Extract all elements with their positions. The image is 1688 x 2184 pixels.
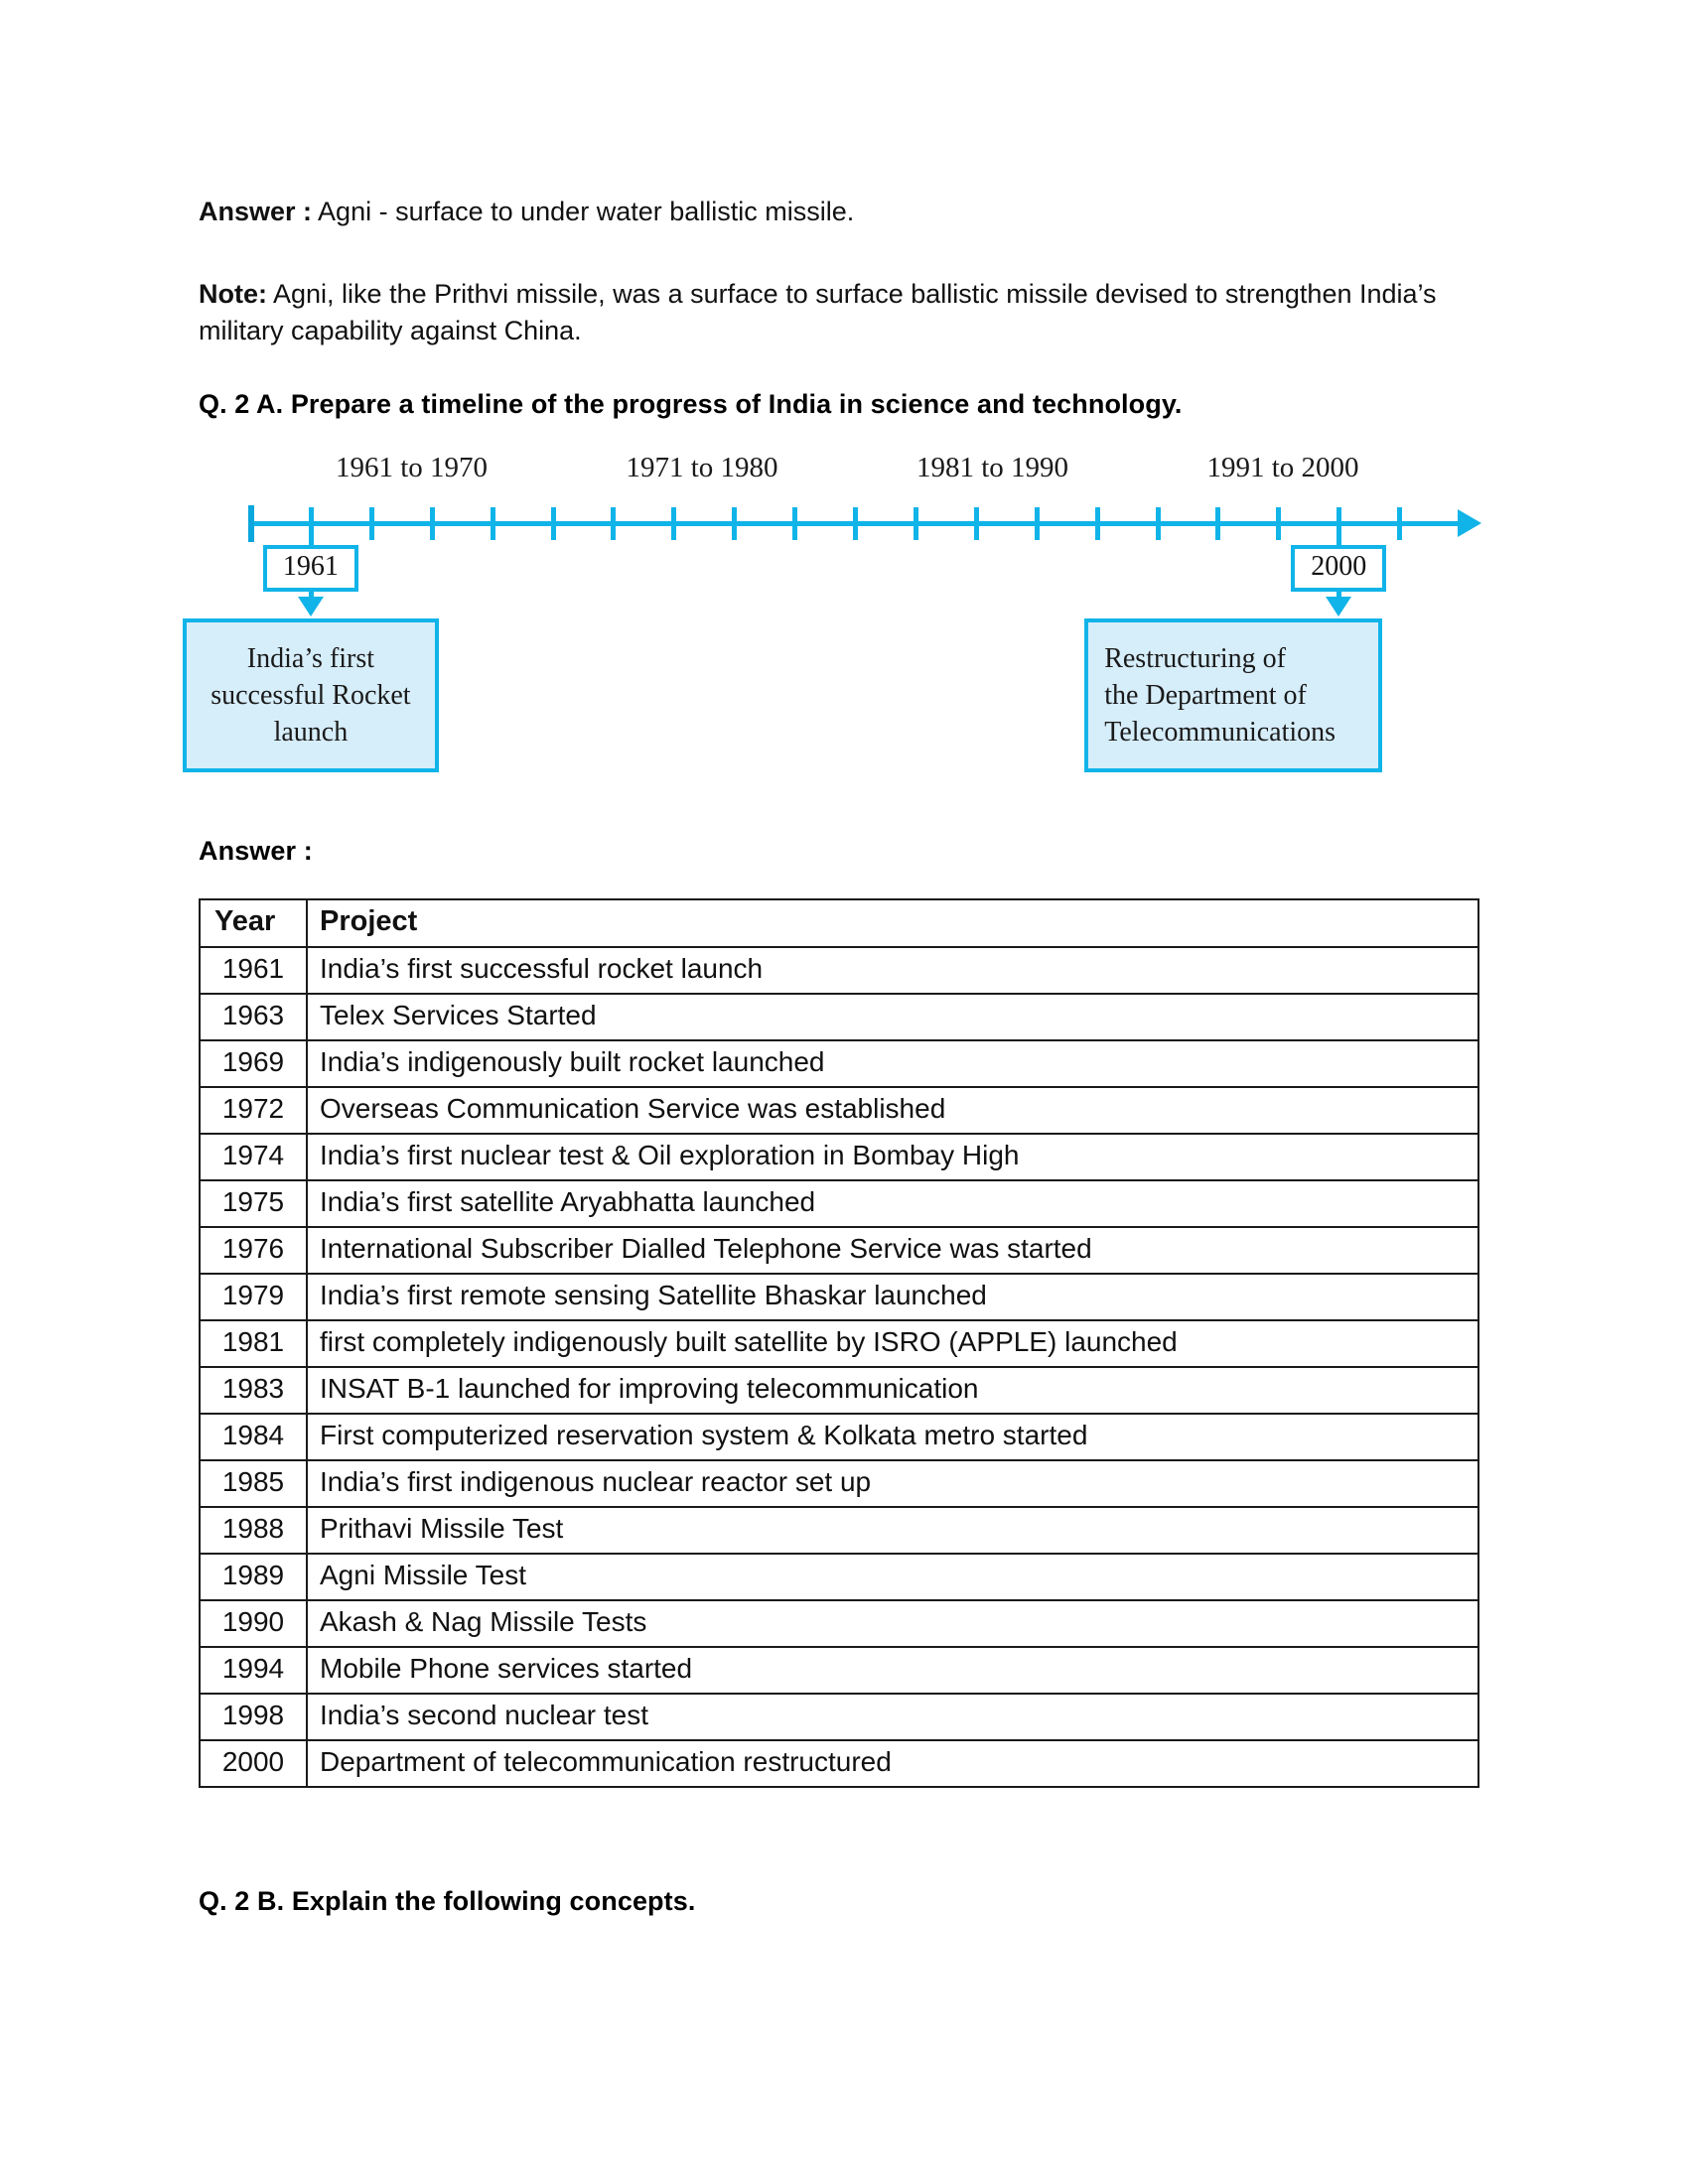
- cell-year: 1972: [200, 1087, 307, 1134]
- timeline-tick: [974, 507, 979, 540]
- cell-year: 1994: [200, 1647, 307, 1694]
- table-header-row: [200, 899, 1478, 947]
- timeline-year-chip: 2000: [1291, 545, 1386, 592]
- cell-project: First computerized reservation system & Kolkata metro started: [307, 1414, 1478, 1460]
- timeline-event-line: the Department of: [1104, 680, 1307, 711]
- cell-year: 1974: [200, 1134, 307, 1180]
- cell-project: Mobile Phone services started: [307, 1647, 1478, 1694]
- cell-year: 2000: [200, 1740, 307, 1787]
- timeline-band-label: 1981 to 1990: [915, 452, 1069, 483]
- timeline-tick: [914, 507, 918, 540]
- timeline-event-line: India’s first: [246, 643, 375, 674]
- timeline-event-line: Restructuring of: [1104, 643, 1286, 674]
- timeline-event-line: successful Rocket: [211, 680, 411, 711]
- timeline-tick: [430, 507, 435, 540]
- cell-project: International Subscriber Dialled Telephone Service was started: [307, 1227, 1478, 1274]
- answer-label-1: Answer :: [199, 197, 313, 226]
- cell-project: Overseas Communication Service was established: [307, 1087, 1478, 1134]
- table-row: [200, 1367, 1478, 1414]
- timeline-event-box: [1084, 618, 1382, 772]
- cell-project: India’s second nuclear test: [307, 1694, 1478, 1740]
- timeline-tick: [551, 507, 556, 540]
- cell-project: India’s first indigenous nuclear reactor set up: [307, 1460, 1478, 1507]
- timeline-diagram: [199, 452, 1489, 789]
- timeline-arrow-head-icon: [298, 597, 324, 616]
- table-header: [200, 899, 1478, 947]
- cell-year: 1976: [200, 1227, 307, 1274]
- cell-year: 1979: [200, 1274, 307, 1320]
- timeline-event-box: [183, 618, 439, 772]
- note-paragraph: [199, 276, 1479, 349]
- cell-project: Akash & Nag Missile Tests: [307, 1600, 1478, 1647]
- timeline-connector-top: [1336, 525, 1341, 545]
- cell-project: Agni Missile Test: [307, 1554, 1478, 1600]
- timeline-arrow-head-icon: [1326, 597, 1351, 616]
- cell-year: 1969: [200, 1040, 307, 1087]
- column-header-year: Year: [200, 899, 307, 947]
- timeline-tick: [1397, 507, 1402, 540]
- table-body: [200, 947, 1478, 1787]
- timeline-band-label: 1971 to 1980: [626, 452, 778, 483]
- timeline-arrow-icon: [1458, 509, 1481, 537]
- table-row: [200, 1414, 1478, 1460]
- timeline-tick: [611, 507, 616, 540]
- timeline-tick: [1215, 507, 1220, 540]
- cell-year: 1963: [200, 994, 307, 1040]
- table-row: [200, 1554, 1478, 1600]
- timeline-tick: [853, 507, 858, 540]
- table-row: [200, 1600, 1478, 1647]
- timeline-tick: [732, 507, 737, 540]
- timeline-tick: [1095, 507, 1100, 540]
- cell-project: India’s first remote sensing Satellite Bhaskar launched: [307, 1274, 1478, 1320]
- table-row: [200, 1647, 1478, 1694]
- timeline-band-label: 1961 to 1970: [335, 452, 489, 483]
- table-row: [200, 1460, 1478, 1507]
- timeline-start-cap: [248, 505, 254, 542]
- cell-year: 1984: [200, 1414, 307, 1460]
- cell-year: 1961: [200, 947, 307, 994]
- table-row: [200, 1087, 1478, 1134]
- table-row: [200, 1320, 1478, 1367]
- cell-year: 1988: [200, 1507, 307, 1554]
- timeline-tick: [1156, 507, 1161, 540]
- timeline-band-label: 1991 to 2000: [1206, 452, 1359, 483]
- cell-year: 1983: [200, 1367, 307, 1414]
- table-row: [200, 1507, 1478, 1554]
- table-row: [200, 1134, 1478, 1180]
- project-timeline-table: [199, 898, 1479, 1788]
- timeline-band-labels: [199, 452, 1489, 497]
- cell-project: Department of telecommunication restructured: [307, 1740, 1478, 1787]
- timeline-tick: [1035, 507, 1040, 540]
- table-row: [200, 1740, 1478, 1787]
- cell-year: 1989: [200, 1554, 307, 1600]
- timeline-tick: [671, 507, 676, 540]
- cell-year: 1990: [200, 1600, 307, 1647]
- timeline-event-line: Telecommunications: [1104, 717, 1336, 748]
- column-header-project: Project: [307, 899, 1478, 947]
- cell-project: India’s first satellite Aryabhatta launched: [307, 1180, 1478, 1227]
- question-2a-heading: Q. 2 A. Prepare a timeline of the progress of India in science and technology.: [199, 389, 1183, 419]
- question-2b-heading: Q. 2 B. Explain the following concepts.: [199, 1886, 696, 1916]
- cell-project: India’s indigenously built rocket launched: [307, 1040, 1478, 1087]
- timeline-tick: [1276, 507, 1281, 540]
- answer-text-1: Agni - surface to under water ballistic missile.: [312, 197, 855, 226]
- cell-year: 1981: [200, 1320, 307, 1367]
- timeline-tick: [491, 507, 495, 540]
- timeline-tick: [792, 507, 797, 540]
- table-row: [200, 994, 1478, 1040]
- cell-year: 1975: [200, 1180, 307, 1227]
- table-row: [200, 947, 1478, 994]
- cell-project: Prithavi Missile Test: [307, 1507, 1478, 1554]
- cell-project: Telex Services Started: [307, 994, 1478, 1040]
- table-row: [200, 1180, 1478, 1227]
- cell-project: INSAT B-1 launched for improving telecommunication: [307, 1367, 1478, 1414]
- cell-project: India’s first successful rocket launch: [307, 947, 1478, 994]
- table-row: [200, 1274, 1478, 1320]
- note-text: Agni, like the Prithvi missile, was a surface to surface ballistic missile devised to strengthen India’s military capability against China.: [199, 279, 1437, 345]
- cell-project: India’s first nuclear test & Oil exploration in Bombay High: [307, 1134, 1478, 1180]
- timeline-year-chip: 1961: [263, 545, 358, 592]
- answer-label-2: Answer :: [199, 836, 313, 866]
- table-row: [200, 1694, 1478, 1740]
- table-row: [200, 1227, 1478, 1274]
- cell-year: 1985: [200, 1460, 307, 1507]
- timeline-event-line: launch: [273, 717, 349, 748]
- timeline-tick: [369, 507, 374, 540]
- note-label: Note:: [199, 279, 267, 309]
- cell-year: 1998: [200, 1694, 307, 1740]
- timeline-connector-top: [309, 525, 314, 545]
- answer-paragraph-1: [199, 194, 1509, 230]
- table-row: [200, 1040, 1478, 1087]
- cell-project: first completely indigenously built satellite by ISRO (APPLE) launched: [307, 1320, 1478, 1367]
